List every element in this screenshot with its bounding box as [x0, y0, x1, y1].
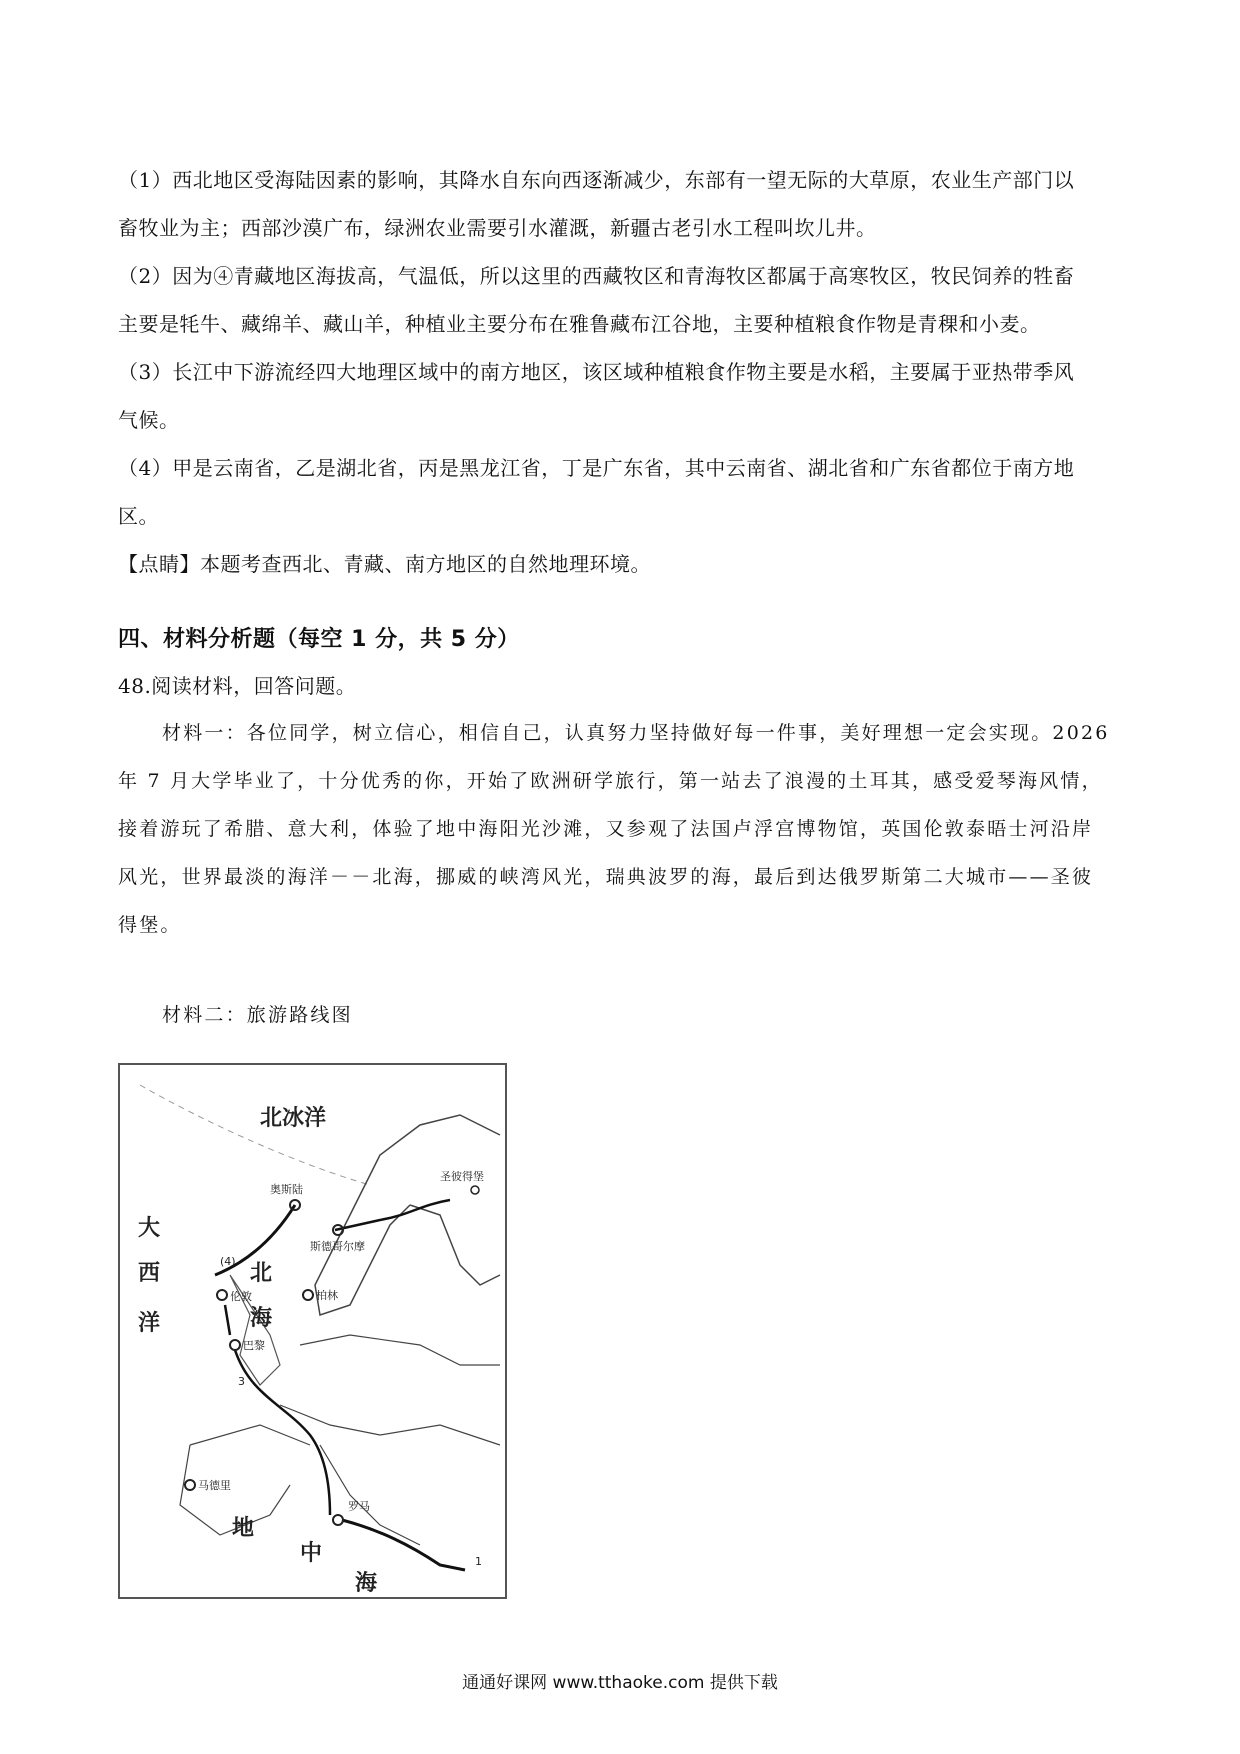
label-arctic-ocean: 北冰洋: [260, 1106, 327, 1131]
material-1-line: 得堡。: [118, 914, 182, 936]
label-stockholm: 斯德哥尔摩: [310, 1240, 365, 1253]
material-1-line: 接着游玩了希腊、意大利，体验了地中海阳光沙滩，又参观了法国卢浮宫博物馆，英国伦敦泰晤士河沿岸: [118, 818, 1094, 840]
label-route-3: 3: [238, 1375, 245, 1388]
label-route-1: 1: [475, 1555, 482, 1568]
berlin-marker: [303, 1290, 313, 1300]
travel-route-map: [118, 1063, 507, 1599]
map-svg: [120, 1065, 505, 1597]
paris-marker: [230, 1340, 240, 1350]
label-atlantic: 洋: [138, 1311, 161, 1336]
arctic-circle-line: [140, 1085, 370, 1185]
material-1-line: 风光，世界最淡的海洋－－北海，挪威的峡湾风光，瑞典波罗的海，最后到达俄罗斯第二大城市——圣彼: [118, 866, 1094, 888]
route-mediterranean: [342, 1520, 465, 1570]
london-marker: [217, 1290, 227, 1300]
material-1-line: 年 7 月大学毕业了，十分优秀的你，开始了欧洲研学旅行，第一站去了浪漫的土耳其，感受爱琴海风情，: [118, 770, 1103, 792]
route-baltic: [335, 1200, 450, 1230]
label-st-petersburg: 圣彼得堡: [440, 1170, 484, 1183]
answer-2-line-2: 主要是牦牛、藏绵羊、藏山羊，种植业主要分布在雅鲁藏布江谷地，主要种植粮食作物是青稞和小麦。: [118, 312, 1041, 336]
label-oslo: 奥斯陆: [270, 1183, 303, 1196]
continent-borders: [190, 1335, 500, 1545]
label-london: 伦敦: [230, 1290, 252, 1303]
label-mediterranean: 中: [300, 1541, 323, 1566]
label-paris: 巴黎: [243, 1339, 265, 1352]
finland-border: [410, 1205, 500, 1285]
answer-3-line-2: 气候。: [118, 408, 180, 432]
st-petersburg-marker: [471, 1186, 479, 1194]
section-heading: 四、材料分析题（每空 1 分，共 5 分）: [118, 627, 520, 652]
scandinavia-coast: [315, 1115, 500, 1315]
label-north-sea: 海: [250, 1306, 273, 1331]
answer-4-line-2: 区。: [118, 504, 159, 528]
label-mediterranean: 地: [232, 1516, 255, 1541]
answer-1-line-1: （1）西北地区受海陆因素的影响，其降水自东向西逐渐减少，东部有一望无际的大草原，农业生产部门以: [118, 168, 1075, 192]
rome-marker: [333, 1515, 343, 1525]
label-atlantic: 大: [138, 1216, 161, 1241]
answer-2-line-1: （2）因为④青藏地区海拔高，气温低，所以这里的西藏牧区和青海牧区都属于高寒牧区，牧民饲养的牲畜: [118, 264, 1075, 288]
label-route-4: (4): [220, 1255, 236, 1268]
madrid-marker: [185, 1480, 195, 1490]
answer-4-line-1: （4）甲是云南省，乙是湖北省，丙是黑龙江省，丁是广东省，其中云南省、湖北省和广东省都位于南方地: [118, 456, 1075, 480]
label-madrid: 马德里: [198, 1479, 231, 1492]
comment-note: 【点睛】本题考查西北、青藏、南方地区的自然地理环境。: [118, 552, 651, 576]
label-atlantic: 西: [138, 1261, 161, 1286]
label-north-sea: 北: [250, 1261, 273, 1286]
answer-1-line-2: 畜牧业为主；西部沙漠广布，绿洲农业需要引水灌溉，新疆古老引水工程叫坎儿井。: [118, 216, 877, 240]
label-mediterranean: 海: [355, 1571, 378, 1596]
material-1-line: 材料一：各位同学，树立信心，相信自己，认真努力坚持做好每一件事，美好理想一定会实现。2026: [162, 722, 1110, 744]
question-48: 48.阅读材料，回答问题。: [118, 674, 357, 698]
footer-watermark: 通通好课网 www.tthaoke.com 提供下载: [462, 1673, 778, 1693]
label-berlin: 柏林: [316, 1289, 338, 1302]
answer-3-line-1: （3）长江中下游流经四大地理区域中的南方地区，该区域种植粮食作物主要是水稻，主要属于亚热带季风: [118, 360, 1075, 384]
route-west-europe: [225, 1305, 330, 1515]
material-2-label: 材料二：旅游路线图: [162, 1004, 353, 1026]
label-rome: 罗马: [348, 1500, 370, 1513]
